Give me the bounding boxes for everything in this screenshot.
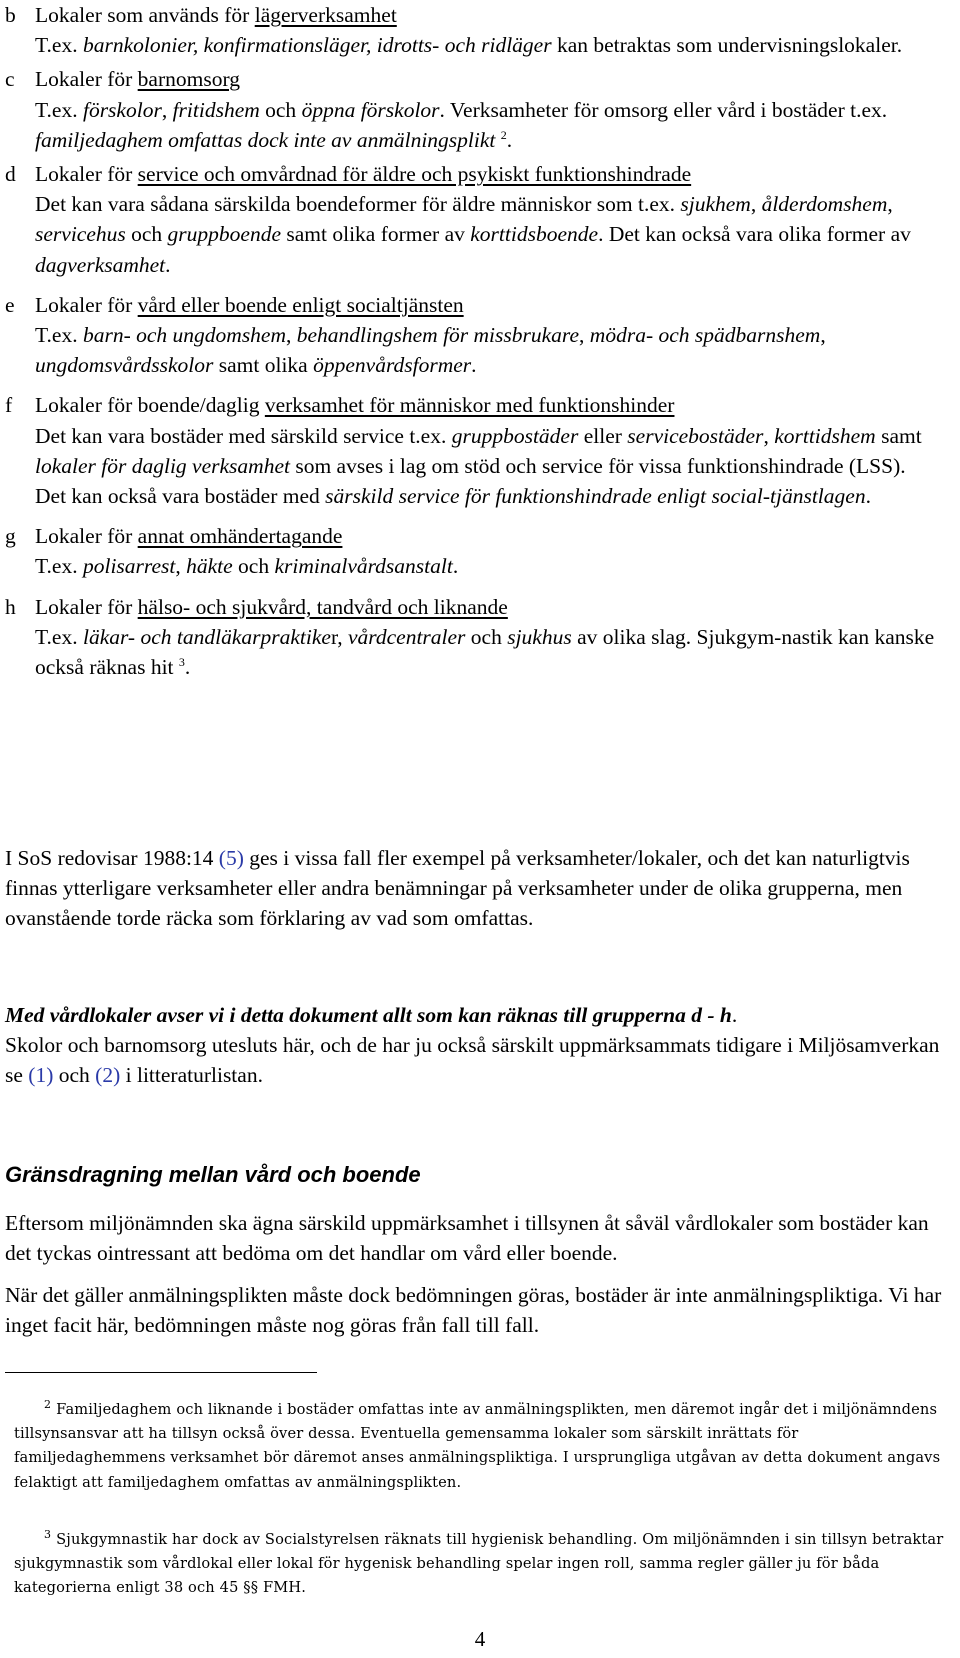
paragraph-examples: I SoS redovisar 1988:14 (5) ges i vissa fall fler exempel på verksamheter/lokaler, och det kan naturligtvis finnas ytterligare verksamheter eller andra benämningar på verksamheter under de olika grupperna, men ovanstående torde räcka som förklaring av vad som omfattas.: [5, 846, 910, 931]
item-body-extra: Det kan också vara bostäder med särskild service för funktionshindrade enligt social-tjänstlagen.: [35, 484, 871, 509]
paragraph-definition: Med vårdlokaler avser vi i detta dokument allt som kan räknas till grupperna d - h. Skolor och barnomsorg utesluts här, och de har ju också särskilt uppmärksammats tidigare i Miljösamverkan se (1) och (2) i litteraturlistan.: [5, 1003, 940, 1088]
footnote-ref-3: 3: [178, 654, 185, 669]
item-body: Det kan vara sådana särskilda boendeformer för äldre människor som t.ex. sjukhem, ålderdomshem, servicehus och gruppboende samt olika former av korttidsboende. Det kan också vara olika former av dagverksamhet.: [35, 192, 911, 277]
footnote-divider: [5, 1372, 317, 1373]
list-letter: c: [5, 67, 15, 92]
item-body: T.ex. förskolor, fritidshem och öppna förskolor. Verksamheter för omsorg eller vård i bostäder t.ex. familjedaghem omfattas dock inte av anmälningsplikt $^2$.: [35, 97, 888, 152]
list-item-c: [5, 64, 950, 155]
list-letter: e: [5, 292, 15, 317]
paragraph-care-vs-housing: Eftersom miljönämnden ska ägna särskild uppmärksamhet i tillsynen åt såväl vårdlokaler som bostäder kan det tyckas ointressant att bedöma om det handlar om vård eller boende.: [5, 1211, 929, 1266]
list-item-e: [5, 290, 950, 381]
category-list: [5, 0, 950, 682]
section-heading: Gränsdragning mellan vård och boende: [5, 1162, 421, 1187]
item-title: Lokaler för hälso- och sjukvård, tandvård och liknande: [35, 594, 508, 619]
reference-link-5[interactable]: (5): [218, 846, 244, 870]
footnote-ref-2: 2: [500, 127, 507, 142]
definition-emphasis: Med vårdlokaler avser vi i detta dokument allt som kan räknas till grupperna d - h: [5, 1003, 732, 1027]
list-letter: g: [5, 524, 16, 549]
list-letter: b: [5, 3, 16, 27]
footnote-text: Sjukgymnastik har dock av Socialstyrelsen räknats till hygienisk behandling. Om miljönämnden i sin tillsyn betraktar sjukgymnastik som vårdlokal eller lokal för hygenisk behandling spelar ingen roll, samma regler gäller ju för båda kategorierna enligt 38 och 45 §§ FMH.: [14, 1531, 944, 1597]
page-number: 4: [474, 1627, 486, 1651]
footnote-3: 3 Sjukgymnastik har dock av Socialstyrelsen räknats till hygienisk behandling. Om miljönämnden i sin tillsyn betraktar sjukgymnastik som vårdlokal eller lokal för hygenisk behandling spelar ingen roll, samma regler gäller ju för båda kategorierna enligt 38 och 45 §§ FMH.: [14, 1528, 944, 1597]
list-letter: f: [5, 393, 13, 418]
item-body: T.ex. barn- och ungdomshem, behandlingshem för missbrukare, mödra- och spädbarnshem, ungdomsvårdsskolor samt olika öppenvårdsformer.: [35, 323, 826, 378]
paragraph-notification-duty: När det gäller anmälningsplikten måste dock bedömningen göras, bostäder är inte anmälningspliktiga. Vi har inget facit här, bedömningen måste nog göras från fall till fall.: [5, 1283, 942, 1338]
list-item-d: [5, 159, 950, 280]
item-body: T.ex. polisarrest, häkte och kriminalvårdsanstalt.: [35, 554, 459, 579]
item-body: T.ex. barnkolonier, konfirmationsläger, idrotts- och ridläger kan betraktas som undervisningslokaler.: [35, 33, 903, 58]
item-title: Lokaler för annat omhändertagande: [35, 524, 343, 549]
item-title: Lokaler för boende/daglig verksamhet för människor med funktionshinder: [35, 393, 675, 418]
item-title: Lokaler för vård eller boende enligt socialtjänsten: [35, 292, 464, 317]
list-item-f: [5, 390, 950, 511]
item-title: Lokaler för service och omvårdnad för äldre och psykiskt funktionshindrade: [35, 162, 692, 187]
reference-link-1[interactable]: (1): [28, 1063, 54, 1088]
item-body: T.ex. läkar- och tandläkarpraktiker, vårdcentraler och sjukhus av olika slag. Sjukgym-nastik kan kanske också räknas hit $^3$.: [35, 624, 935, 680]
list-item-g: [5, 521, 950, 581]
list-item-h: [5, 592, 950, 683]
item-body: Det kan vara bostäder med särskild service t.ex. gruppbostäder eller servicebostäder, korttidshem samt lokaler för daglig verksamhet som avses i lag om stöd och service för vissa funktionshindrade (LSS).: [35, 423, 922, 478]
item-title: Lokaler för barnomsorg: [35, 67, 240, 92]
footnote-2: 2 Familjedaghem och liknande i bostäder omfattas inte av anmälningsplikten, men däremot ingår det i miljönämndens tillsynsansvar att ha tillsyn också över dessa. Eventuella gemensamma lokaler som särskilt inrättats för familjedaghemmens verksamhet bör däremot anses anmälningspliktiga. I ursprungliga utgåvan av detta dokument angavs felaktigt att familjedaghem omfattas av anmälningsplikten.: [14, 1398, 941, 1491]
list-letter: d: [5, 162, 16, 187]
list-letter: h: [5, 594, 16, 619]
footnote-text: Familjedaghem och liknande i bostäder omfattas inte av anmälningsplikten, men däremot ingår det i miljönämndens tillsynsansvar att ha tillsyn också över dessa. Eventuella gemensamma lokaler som särskilt inrättats för familjedaghemmens verksamhet bör däremot anses anmälningspliktiga. I ursprungliga utgåvan av detta dokument angavs felaktigt att familjedaghem omfattas av anmälningsplikten.: [14, 1401, 941, 1491]
reference-link-2[interactable]: (2): [95, 1063, 121, 1088]
item-title: Lokaler som används för lägerverksamhet: [35, 3, 397, 27]
list-item-b: [5, 0, 950, 60]
